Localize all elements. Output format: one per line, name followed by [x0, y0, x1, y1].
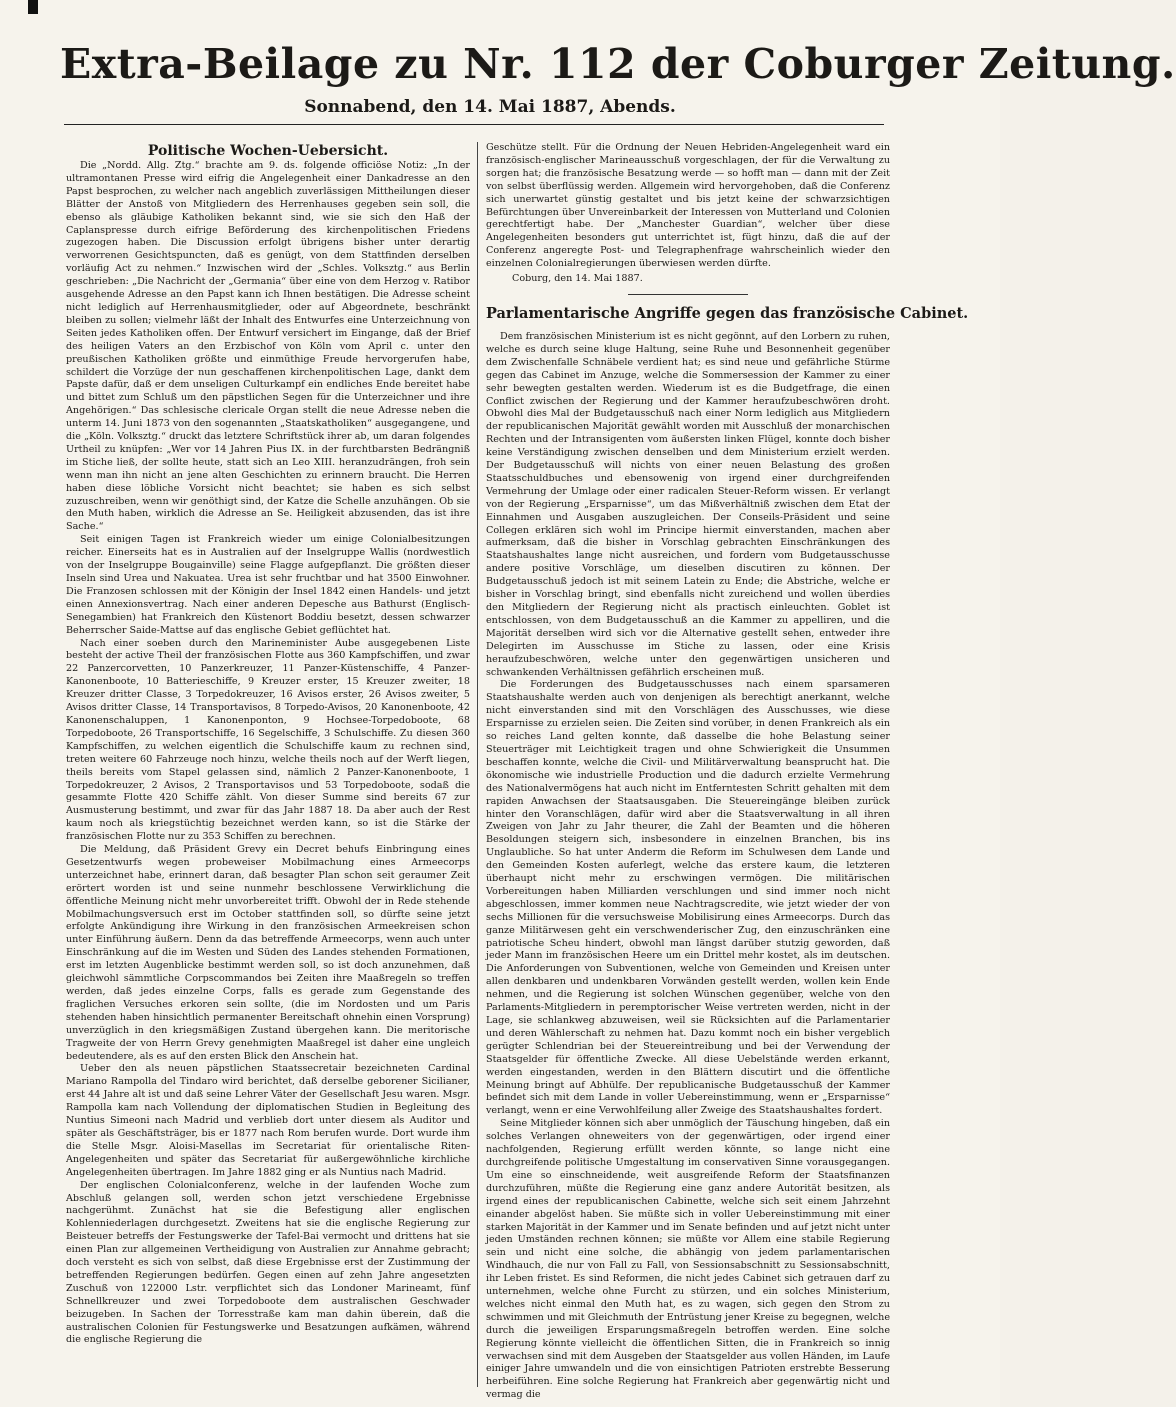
dateline: Coburg, den 14. Mai 1887. — [512, 273, 643, 285]
article-paragraph: Nach einer soeben durch den Marineminister Aube ausgegebenen Liste besteht der active Theil der französischen Flotte aus 360 Kampfschiffen, und zwar 22 Panzercorvetten, 10 Panzerkreuzer, 11 Panzer-Küstenschiffe, 4 Panzer-Kanonenboote, 10 Batterieschiffe, 9 Kreuzer erster, 15 Kreuzer zweiter, 18 Kreuzer dritter Classe, 3 Torpedokreuzer, 16 Avisos erster, 26 Avisos zweiter, 5 Avisos dritter Classe, 14 Transportavisos, 8 Torpedo-Avisos, 20 Kanonenboote, 42 Kanonenschaluppen, 1 Kanonenponton, 9 Hochsee-Torpedoboote, 68 Torpedoboote, 26 Transportschiffe, 16 Segelschiffe, 3 Schulschiffe. Zu diesen 360 Kampfschiffen, zu welchen eigentlich die Schulschiffe kaum zu rechnen sind, treten weitere 60 Fahrzeuge noch hinzu, welche theils noch auf der Werft liegen, theils bereits vom Stapel gelassen sind, nämlich 2 Panzer-Kanonenboote, 1 Torpedokreuzer, 2 Avisos, 2 Transportavisos und 53 Torpedoboote, sodaß die gesammte Flotte 420 Schiffe zählt. Von dieser Summe sind bereits 67 zur Ausmusterung bestimmt, und zwar für das Jahr 1887 18. Da aber auch der Rest kaum noch als kriegstüchtig bezeichnet werden kann, so ist die Stärke der französischen Flotte nur zu 353 Schiffen zu berechnen. — [66, 637, 470, 843]
article-paragraph: Ueber den als neuen päpstlichen Staatssecretair bezeichneten Cardinal Mariano Rampolla del Tindaro wird berichtet, daß derselbe geborener Sicilianer, erst 44 Jahre alt ist und daß seine Lehrer Väter der Gesellschaft Jesu waren. Msgr. Rampolla kam nach Vollendung der diplomatischen Studien in Begleitung des Nuntius Simeoni nach Madrid und verblieb dort unter diesem als Auditor und später als Geschäftsträger, bis er 1877 nach Rom berufen wurde. Dort wurde ihm die Stelle Msgr. Aloisi-Masellas im Secretariat für orientalische Riten-Angelegenheiten und später das Secretariat für außergewöhnliche kirchliche Angelegenheiten übertragen. Im Jahre 1882 ging er als Nuntius nach Madrid. — [66, 1063, 470, 1178]
newspaper-title: Extra-Beilage zu Nr. 112 der Coburger Zeitung. — [60, 40, 1176, 88]
right-column — [486, 142, 969, 1401]
column-divider — [477, 142, 478, 1387]
issue-date: Sonnabend, den 14. Mai 1887, Abends. — [304, 97, 676, 117]
article-paragraph: Die Forderungen des Budgetausschusses nach einem sparsameren Staatshaushalte werden auch von denjenigen als berechtigt anerkannt, welche nicht einverstanden sind mit den Vorschlägen des Ausschusses, wie diese Ersparnisse zu erzielen seien. Die Zeiten sind vorüber, in denen Frankreich als ein so reiches Land gelten konnte, daß dasselbe die hohe Belastung seiner Steuerträger mit Leichtigkeit tragen und ohne Schwierigkeit die Unsummen beschaffen konnte, welche die Civil- und Militärverwaltung beansprucht hat. Die ökonomische wie industrielle Production und die dadurch erzielte Vermehrung des Nationalvermögens hat auch nicht im Entferntesten Schritt gehalten mit dem rapiden Anwachsen der Staatsausgaben. Die Steuereingänge bleiben zurück hinter den Voranschlägen, dafür wird aber die Staatsverwaltung in all ihren Zweigen von Jahr zu Jahr theurer, die Zahl der Beamten und die höheren Besoldungen steigern sich, insbesondere in einzelnen Branchen, bis ins Unglaubliche. So hat unter Anderm die Reform im Schulwesen dem Lande und den Gemeinden Kosten auferlegt, welche das erstere kaum, die letzteren überhaupt nicht mehr zu erschwingen vermögen. Die militärischen Vorbereitungen haben Milliarden verschlungen und sind immer noch nicht abgeschlossen, immer kommen neue Nachtragscredite, wie jetzt wieder der von sechs Millionen für die versuchsweise Mobilisirung eines Armeecorps. Durch das ganze Militärwesen geht ein verschwenderischer Zug, den einzuschränken eine patriotische Scheu hindert, obwohl man längst darüber stutzig geworden, daß jeder Mann im französischen Heere um ein Drittel mehr kostet, als im deutschen. Die Anforderungen von Subventionen, welche von Gemeinden und Kreisen unter allen denkbaren und undenkbaren Vorwänden gestellt werden, wollen kein Ende nehmen, und die Regierung ist solchen Wünschen gegenüber, welche von den Parlaments-Mitgliedern in peremptorischer Weise vertreten werden, nicht in der Lage, sie schlankweg abzuweisen, weil sie Rücksichten auf die Parlamentarier und deren Wählerschaft zu nehmen hat. Dazu kommt noch ein bisher vergeblich gerügter Schlendrian bei der Steuereintreibung und bei der Verwendung der Staatsgelder für öffentliche Zwecke. All diese Uebelstände werden erkannt, werden eingestanden, werden in den Blättern discutirt und die öffentliche Meinung bringt auf Abhülfe. Der republicanische Budgetausschuß der Kammer befindet sich mit dem Lande in voller Uebereinstimmung, wenn er „Ersparnisse“ verlangt, wenn er eine Verwohlfeilung aller Zweige des Staatshaushaltes fordert. — [486, 679, 890, 1117]
article-paragraph: Dem französischen Ministerium ist es nicht gegönnt, auf den Lorbern zu ruhen, welche es durch seine kluge Haltung, seine Ruhe und Besonnenheit gegenüber dem Zwischenfalle Schnäbele verdient hat; es sind neue und gefährliche Stürme gegen das Cabinet im Anzuge, welche die Sommersession der Kammer zu einer sehr bewegten gestalten werden. Wiederum ist es die Budgetfrage, die einen Conflict zwischen der Regierung und der Kammer heraufzubeschwören droht. Obwohl dies Mal der Budgetausschuß nach einer Norm lediglich aus Mitgliedern der republicanischen Majorität gewählt worden mit Ausschluß der monarchischen Rechten und der Intransigenten vom äußersten linken Flügel, konnte doch bisher keine Verständigung zwischen denselben und dem Ministerium erzielt werden. Der Budgetausschuß will nichts von einer neuen Belastung des großen Staatsschuldbuches und ebensowenig von irgend einer durchgreifenden Vermehrung der Umlage oder einer radicalen Steuer-Reform wissen. Er verlangt von der Regierung „Ersparnisse“, um das Mißverhältniß zwischen dem Etat der Einnahmen und Ausgaben auszugleichen. Der Conseils-Präsident und seine Collegen erklären sich wohl im Principe hiermit einverstanden, machen aber aufmerksam, daß die bisher in Vorschlag gebrachten Einschränkungen des Staatshaushaltes lange nicht ausreichen, und fordern vom Budgetausschusse andere positive Vorschläge, um dieselben discutiren zu können. Der Budgetausschuß jedoch ist mit seinem Latein zu Ende; die Abstriche, welche er bisher in Vorschlag bringt, sind ebenfalls nicht zureichend und wollen überdies den Mitgliedern der Regierung nicht als practisch einleuchten. Goblet ist entschlossen, von dem Budgetausschuß an die Kammer zu appelliren, und die Majorität derselben wird sich vor die Alternative gestellt sehen, entweder ihre Delegirten im Ausschusse im Stiche zu lassen, oder eine Krisis heraufzubeschwören, welche unter den gegenwärtigen unsicheren und schwankenden Verhältnissen gefährlich erscheinen muß. — [486, 330, 890, 678]
article-paragraph: Der englischen Colonialconferenz, welche in der laufenden Woche zum Abschluß gelangen soll, werden schon jetzt verschiedene Ergebnisse nachgerühmt. Zunächst hat sie die Befestigung aller englischen Kohlenniederlagen durchgesetzt. Zweitens hat sie die englische Regierung zur Beisteuer betreffs der Festungswerke der Tafel-Bai vermocht und drittens hat sie einen Plan zur allgemeinen Vertheidigung von Australien zur Annahme gebracht; doch versteht es sich von selbst, daß diese Ergebnisse erst der Zustimmung der betreffenden Regierungen bedürfen. Gegen einen auf zehn Jahre angesetzten Zuschuß von 122000 Lstr. verpflichtet sich das Londoner Marineamt, fünf Schnellkreuzer und zwei Torpedoboote dem australischen Geschwader beizugeben. In Sachen der Torresstraße kam man dahin überein, daß die australischen Colonien für Festungswerke und Besatzungen aufkämen, während die englische Regierung die — [66, 1179, 470, 1346]
article-paragraph: Seine Mitglieder können sich aber unmöglich der Täuschung hingeben, daß ein solches Verlangen ohneweiters von der gegenwärtigen, oder irgend einer nachfolgenden, Regierung erfüllt werden könnte, so lange nicht eine durchgreifende politische Umgestaltung im conservativen Sinne vorausgegangen. Um eine so einschneidende, weit ausgreifende Reform der Staatsfinanzen durchzuführen, müßte die Regierung eine ganz andere Autorität besitzen, als irgend eines der republicanischen Cabinette, welche sich seit einem Jahrzehnt einander abgelöst haben. Sie müßte sich in voller Uebereinstimmung mit einer starken Majorität in der Kammer und im Senate befinden und auf jetzt nicht unter jeden Umständen rechnen können; sie müßte vor Allem eine stabile Regierung sein und nicht eine solche, die abhängig von jedem parlamentarischen Windhauch, die nur von Fall zu Fall, von Sessionsabschnitt zu Sessionsabschnitt, ihr Leben fristet. Es sind Reformen, die nicht jedes Cabinet sich getrauen darf zu unternehmen, welche ohne Furcht zu stürzen, und ein solches Ministerium, welches nicht einmal den Muth hat, es zu wagen, sich gegen den Strom zu schwimmen und mit Gleichmuth der Entrüstung jener Kreise zu begegnen, welche durch die jeweiligen Ersparungsmaßregeln betroffen werden. Eine solche Regierung könnte vielleicht die öffentlichen Sitten, die in Frankreich so innig verwachsen sind mit dem Ausgeben der Staatsgelder aus vollen Händen, im Laufe einiger Jahre umwandeln und die von einsichtigen Patrioten erstrebte Besserung herbeiführen. Eine solche Regierung hat Frankreich aber gegenwärtig nicht und vermag die — [486, 1118, 890, 1401]
scan-edge-mark — [28, 0, 38, 14]
left-column — [66, 142, 470, 1387]
masthead — [60, 40, 1176, 118]
section-rule — [628, 294, 748, 295]
article-continuation: Geschütze stellt. Für die Ordnung der Neuen Hebriden-Angelegenheit ward ein französisch-englischer Marineausschuß vorgeschlagen, der für die Verwaltung zu sorgen hat; die französische Besatzung werde — so hofft man — dann mit der Zeit von selbst überflüssig werden. Allgemein wird hervorgehoben, daß die Conferenz sich unerwartet günstig gestaltet und bis jetzt keine der schwarzsichtigen Befürchtungen über Unvereinbarkeit der Interessen von Mutterland und Colonien gerechtfertigt habe. Der „Manchester Guardian“, welcher über diese Angelegenheiten besonders gut unterrichtet ist, fügt hinzu, daß die auf der Conferenz angeregte Post- und Telegraphenfrage wahrscheinlich wieder den einzelnen Colonialregierungen überwiesen werden dürfte. — [486, 142, 890, 270]
section-heading-parliament: Parlamentarische Angriffe gegen das französische Cabinet. — [486, 304, 969, 322]
masthead-rule — [64, 124, 884, 125]
section-heading-weekly-review: Politische Wochen-Uebersicht. — [147, 143, 389, 159]
article-paragraph: Seit einigen Tagen ist Frankreich wieder um einige Colonialbesitzungen reicher. Einerseits hat es in Australien auf der Inselgruppe Wallis (nordwestlich von der Inselgruppe Bougainville) seine Flagge aufgepflanzt. Die größten dieser Inseln sind Urea und Nakuatea. Urea ist sehr fruchtbar und hat 3500 Einwohner. Die Franzosen schlossen mit der Königin der Insel 1842 einen Handels- und jetzt einen Annexionsvertrag. Nach einer anderen Depesche aus Bathurst (Englisch-Senegambien) hat Frankreich den Küstenort Boddiu besetzt, dessen schwarzer Beherrscher Saide-Mattse auf das englische Gebiet geflüchtet hat. — [66, 534, 470, 636]
article-paragraph: Die „Nordd. Allg. Ztg.“ brachte am 9. ds. folgende officiöse Notiz: „In der ultramontanen Presse wird eifrig die Angelegenheit einer Dankadresse an den Papst besprochen, zu welcher nach angeblich zuverlässigen Mittheilungen dieser Blätter der Anstoß von Mitgliedern des Herrenhauses gegeben sein soll, die ebenso als gläubige Katholiken bekannt sind, wie sie sich den Haß der Caplanspresse durch eifrige Beförderung des kirchenpolitischen Friedens zugezogen haben. Die Discussion erfolgt übrigens bisher unter derartig verworrenen Gesichtspuncten, daß es genügt, von dem Stattfinden derselben vorläufig Act zu nehmen.“ Inzwischen wird der „Schles. Volksztg.“ aus Berlin geschrieben: „Die Nachricht der „Germania“ über eine von dem Herzog v. Ratibor ausgehende Adresse an den Papst kann ich Ihnen bestätigen. Die Adresse scheint nicht lediglich auf Herrenhausmitglieder, oder auf Abgeordnete, beschränkt bleiben zu sollen; vielmehr läßt der Inhalt des Entwurfes eine Unterzeichnung von Seiten jedes Katholiken offen. Der Entwurf versichert im Eingange, daß der Brief des heiligen Vaters an den Erzbischof von Köln vom April c. unter den preußischen Katholiken größte und einmüthige Freude hervorgerufen habe, schildert die Vorzüge der nun geschaffenen kirchenpolitischen Lage, dankt dem Papste dafür, daß er dem unseligen Culturkampf ein endliches Ende bereitet habe und bittet zum Schluß um den päpstlichen Segen für die Unterzeichner und ihre Angehörigen.“ Das schlesische clericale Organ stellt die neue Adresse neben die unterm 14. Juni 1873 von den sogenannten „Staatskatholiken“ ausgegangene, und die „Köln. Volksztg.“ druckt das letztere Schriftstück ihrer ab, um daran folgendes Urtheil zu knüpfen: „Wer vor 14 Jahren Pius IX. in der furchtbarsten Bedrängniß im Stiche ließ, der sollte heute, statt sich an Leo XIII. heranzudrängen, froh sein wenn man ihn nicht an jene alten Geschichten zu erinnern braucht. Die Herren haben diese löbliche Vorsicht nicht beachtet; sie haben es sich selbst zuzuschreiben, wenn wir genöthigt sind, der Katze die Schelle anzuhängen. Ob sie den Muth haben, wirklich die Adresse an Se. Heiligkeit abzusenden, das ist ihre Sache.“ — [66, 160, 470, 533]
article-paragraph: Die Meldung, daß Präsident Grevy ein Decret behufs Einbringung eines Gesetzentwurfs wegen probeweiser Mobilmachung eines Armeecorps unterzeichnet habe, erinnert daran, daß besagter Plan schon seit geraumer Zeit erörtert worden ist und seine nunmehr beschlossene Verwirklichung die öffentliche Meinung nicht mehr unvorbereitet trifft. Obwohl der in Rede stehende Mobilmachungsversuch erst im October stattfinden soll, so dürfte seine jetzt erfolgte Ankündigung ihre Wirkung in den französischen Armeekreisen schon unter Einführung äußern. Denn da das betreffende Armeecorps, wenn auch unter Einschränkung auf die im Westen und Süden des Landes stehenden Formationen, erst im letzten Augenblicke bestimmt werden soll, so ist doch anzunehmen, daß gleichwohl sämmtliche Corpscommandos bei Zeiten ihre Maaßregeln so treffen werden, daß jedes einzelne Corps, falls es gerade zum Gegenstande des fraglichen Versuches erkoren sein sollte, (die im Nordosten und um Paris stehenden haben hinsichtlich permanenter Bereitschaft ohnehin einen Vorsprung) unverzüglich in den kriegsmäßigen Zustand übergehen kann. Die meritorische Tragweite der von Herrn Grevy genehmigten Maaßregel ist daher eine ungleich bedeutendere, als es auf den ersten Blick den Anschein hat. — [66, 844, 470, 1062]
